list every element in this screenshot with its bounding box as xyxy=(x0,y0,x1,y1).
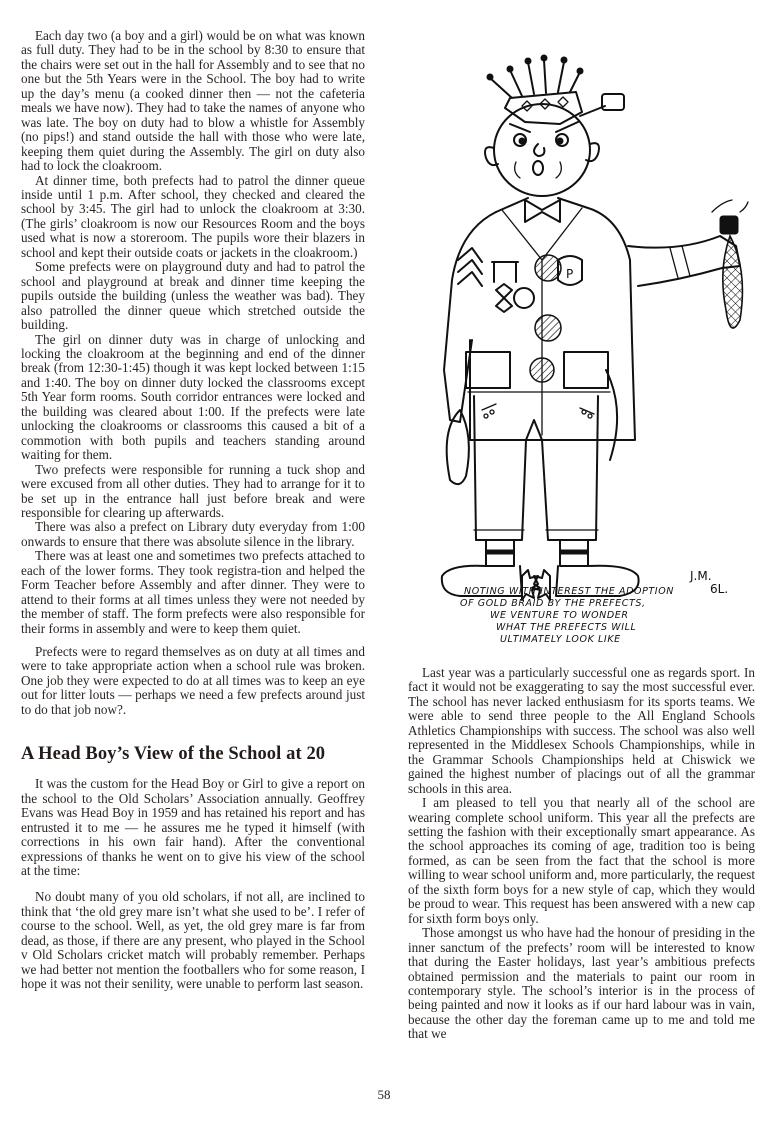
caption-line-5: ULTIMATELY LOOK LIKE xyxy=(500,634,621,645)
artist-initials: J.M. xyxy=(690,569,712,583)
paragraph-library-duty: There was also a prefect on Library duty everyday from 1:00 onwards to ensure that there was absolute silence in the library. xyxy=(21,519,365,549)
right-column xyxy=(408,666,755,1042)
trousers xyxy=(447,370,617,540)
caption-line-1: NOTING WITH INTEREST THE ADOPTION xyxy=(464,586,674,597)
paragraph-head-boy-intro: It was the custom for the Head Boy or Girl to give a report on the school to the Old Scholars’ Association annually. Geoffrey Evans was Head Boy in 1959 and has retained his report and has entrusted it to me — he assures me he typed it himself (with corrections in his own fair hand). After the conventional expressions of thanks he went on to give his view of the school at the time: xyxy=(21,776,365,879)
paragraph-form-prefects: There was at least one and sometimes two prefects attached to each of the lower forms. They took registra-tion and helped the Form Teacher before Assembly and after dinner. They were to attend to their forms at all times unless they were not needed by the member of staff. The form prefects were also responsible for their forms in assembly and were to keep them quiet. xyxy=(21,548,365,636)
paragraph-dinner-time: At dinner time, both prefects had to patrol the dinner queue inside until 1 p.m. After school, they checked and cleared the school by 3:45. The girl had to unlock the cloakroom at 3:30. (The girls’ cloakroom is now our Resources Room and the boys used what is now a storeroom. The pupils wore their blazers in school and kept their outside coats or jackets in the cloakroom.) xyxy=(21,172,365,260)
paragraph-tuck-shop: Two prefects were responsible for running a tuck shop and were excused from all other duties. They had to arrange for it to be set up in the entrance hall just before break and were responsible for clearing up afterwards. xyxy=(21,461,365,520)
paragraph-uniform: I am pleased to tell you that nearly all of the school are wearing complete school uniform. This year all the prefects are setting the fashion with their exceptionally smart appearance. As the school approaches its coming of age, tradition too is being formed, as can be seen from the fact that the school is more willing to wear school uniform and, more particularly, the request of the sixth form boys for a new style of cap, which they would be proud to wear. This request has been answered with a new cap for sixth form boys only. xyxy=(408,795,755,926)
cartoon-drawing xyxy=(430,40,760,650)
crown-icon xyxy=(487,55,583,124)
jacket xyxy=(444,198,740,440)
pipe-icon xyxy=(580,94,624,116)
paragraph-prefects-room: Those amongst us who have had the honour of presiding in the inner sanctum of the prefects’ room will be interested to know that during the Easter holidays, last year’s ambitious prefects obtained permission and the materials to paint our room in contemporary style. The school’s interior is in the process of being painted and now it looks as if our hard labour was in vain, because the other day the foreman came up to me and told me that we xyxy=(408,925,755,1042)
badge-letter: P xyxy=(566,267,574,281)
caption-line-2: OF GOLD BRAID BY THE PREFECTS, xyxy=(460,598,646,609)
left-column xyxy=(21,29,365,992)
section-heading: A Head Boy’s View of the School at 20 xyxy=(21,744,326,765)
angry-face xyxy=(485,104,599,196)
page-number: 58 xyxy=(377,1087,391,1102)
caption-line-3: WE VENTURE TO WONDER xyxy=(490,610,629,621)
paragraph-always-on-duty: Prefects were to regard themselves as on duty at all times and were to take appropriate action when a school rule was broken. One job they were expected to do at all times was to keep an eye out for litter louts — perhaps we need a few prefects around just to do that job now?. xyxy=(21,644,365,717)
cartoon-illustration xyxy=(430,40,760,650)
cane-icon xyxy=(712,200,748,328)
paragraph-dinner-duty: The girl on dinner duty was in charge of unlocking and locking the cloakroom at the beginning and end of the dinner break (from 12:30-1:45) though it was kept locked between 1:15 and 1:40. The boy on dinner duty locked the classrooms except 5th Year form rooms. South corridor entrances were locked and the building was cleared about 1:00. If the prefects were late unlocking the cloakrooms or classrooms this caused a bit of a commotion with both pupils and teachers standing around waiting for them. xyxy=(21,331,365,463)
caption-line-4: WHAT THE PREFECTS WILL xyxy=(496,622,637,633)
paragraph-full-duty: Each day two (a boy and a girl) would be on what was known as full duty. They had to be in the school by 8:30 to ensure that the chairs were set out in the hall for Assembly and to see that no one but the 5th Years were in the School. The boy had to write up the day’s menu (a cooked dinner then — not the cafeteria meals we have now). They had to take the names of anyone who was late. The boy on duty had to blow a whistle for Assembly (no pips!) and stand outside the hall with those who were late, keeping them quiet during the Assembly. The girl on duty also had to lock the cloakroom. xyxy=(21,28,365,174)
paragraph-playground-duty: Some prefects were on playground duty and had to patrol the school and playground at break and dinner time keeping the pupils outside the building (unless the weather was bad). They also patrolled the dinner queue which stretched outside the building. xyxy=(21,259,365,333)
paragraph-sport: Last year was a particularly successful one as regards sport. In fact it would not be exaggerating to say the most successful ever. The school has never lacked enthusiasm for its sports teams. We were able to send three people to the All England Schools Athletics Championships with success. The school was also well represented in the Middlesex Schools Championships, while in the Grammar Schools Championships held at Chiswick we gained the highest number of placings out of all the grammar schools in this area. xyxy=(408,665,755,796)
paragraph-old-grey-mare: No doubt many of you old scholars, if not all, are inclined to think that ‘the old grey mare isn’t what she used to be’. I refer of course to the school. Well, as yet, the old grey mare is far from dead, as those, if there are any present, who played in the School v Old Scholars cricket match will probably remember. Perhaps we had better not mention the footballers who for some reason, I hope it was not their senility, were unable to perform last season. xyxy=(21,889,365,992)
artist-form: 6L. xyxy=(710,582,729,596)
